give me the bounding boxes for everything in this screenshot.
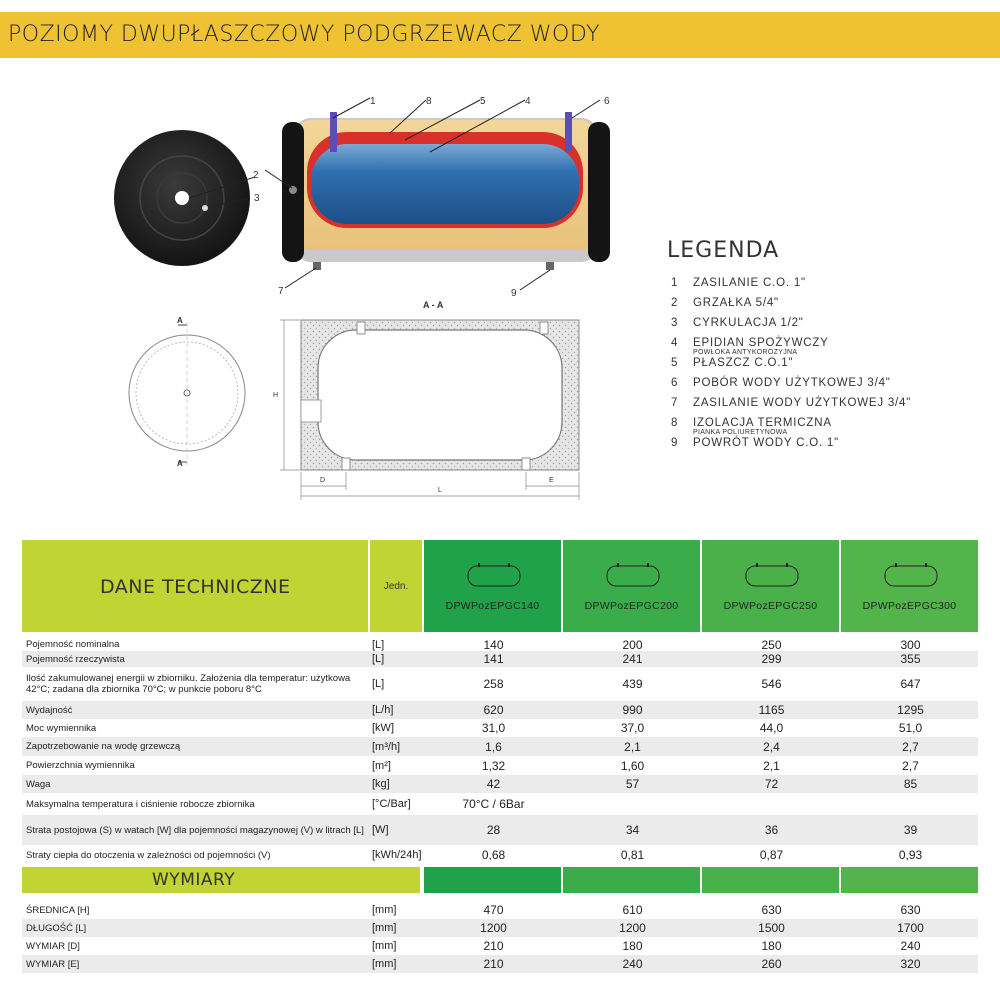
row-value: 260 <box>761 957 782 971</box>
page-title: POZIOMY DWUPŁASZCZOWY PODGRZEWACZ WODY <box>8 22 601 47</box>
row-value: 546 <box>761 677 782 691</box>
dimension-row <box>22 901 978 919</box>
section-mark-bottom: A <box>177 459 183 468</box>
dimensions-model-band <box>841 867 978 893</box>
row-value: 1,32 <box>481 758 506 773</box>
row-unit: [W] <box>372 824 389 836</box>
callout-9: 9 <box>511 288 517 299</box>
row-value: 620 <box>483 703 504 717</box>
dim-h-label: H <box>273 392 279 399</box>
row-value: 210 <box>483 957 504 971</box>
table-header <box>22 540 368 632</box>
model-header <box>841 540 978 632</box>
row-value: 355 <box>900 652 921 666</box>
row-value: 299 <box>761 652 782 666</box>
row-label: Pojemność rzeczywista <box>26 653 125 665</box>
legend-number: 4 <box>671 337 679 349</box>
model-name: DPWPozEPGC250 <box>723 600 818 612</box>
legend-sublabel: POWŁOKA ANTYKOROZYJNA <box>693 349 798 356</box>
row-unit: [kg] <box>372 778 390 790</box>
row-value: 180 <box>761 939 782 953</box>
table-row <box>22 756 978 775</box>
row-value <box>841 793 980 815</box>
unit-header: Jedn. <box>370 540 422 632</box>
row-unit: [L] <box>372 653 385 665</box>
row-value: 2,4 <box>763 739 780 754</box>
table-row <box>22 638 978 651</box>
model-header <box>702 540 839 632</box>
legend-list <box>667 277 987 457</box>
dim-d-label: D <box>320 477 326 484</box>
row-label: Pojemność nominalna <box>26 639 120 650</box>
row-value: 37,0 <box>620 721 645 735</box>
row-value: 630 <box>900 903 921 917</box>
tank-outline-icon <box>466 560 522 588</box>
row-value: 2,1 <box>624 739 641 754</box>
row-value: 1500 <box>758 921 785 935</box>
row-value: 57 <box>625 777 640 791</box>
row-value: 28 <box>486 823 501 837</box>
row-unit: [L] <box>372 678 385 690</box>
row-value: 200 <box>622 637 643 652</box>
row-value: 2,7 <box>902 739 919 754</box>
row-label: Ilość zakumulowanej energii w zbiorniku. Założenia dla temperatur: użytkowa 42°C; zadana dla zbiornika 70°C; w punkcie poboru 8°C <box>26 673 351 695</box>
callout-6: 6 <box>604 96 610 107</box>
row-value: 439 <box>622 677 643 691</box>
legend-number: 6 <box>671 377 679 389</box>
product-illustration <box>0 60 660 520</box>
legend-item <box>667 357 987 377</box>
tank-outline-icon <box>605 560 661 588</box>
legend-sublabel: PIANKA POLIURETYNOWA <box>693 429 788 436</box>
legend-item <box>667 337 987 357</box>
row-value: 320 <box>900 957 921 971</box>
legend-item <box>667 437 987 457</box>
row-label: WYMIAR [D] <box>26 940 80 952</box>
dimensions-model-band <box>563 867 700 893</box>
row-value: 0,93 <box>898 848 923 862</box>
legend-item <box>667 397 987 417</box>
row-value: 39 <box>903 823 918 837</box>
legend-label: ZASILANIE WODY UŻYTKOWEJ 3/4" <box>693 397 912 409</box>
row-value: 258 <box>483 677 504 691</box>
row-unit: [mm] <box>372 940 397 952</box>
row-value: 2,1 <box>763 758 780 773</box>
model-header <box>563 540 700 632</box>
row-unit: [mm] <box>372 904 397 916</box>
row-value: 1200 <box>619 921 646 935</box>
row-value: 990 <box>622 703 643 717</box>
dimension-row <box>22 919 978 937</box>
technical-section-view <box>273 300 579 500</box>
table-row <box>22 651 978 667</box>
legend <box>667 238 987 457</box>
callout-3: 3 <box>254 193 260 204</box>
dim-e-label: E <box>549 477 554 484</box>
row-label: Powierzchnia wymiennika <box>26 760 135 771</box>
row-value: 1295 <box>897 703 924 717</box>
legend-label: ZASILANIE C.O. 1" <box>693 277 806 289</box>
row-value: 0,68 <box>481 848 506 862</box>
row-value <box>702 793 841 815</box>
row-label: ŚREDNICA [H] <box>26 904 90 916</box>
title-bar <box>0 12 1000 58</box>
row-value: 140 <box>483 637 504 652</box>
row-value: 70°C / 6Bar <box>462 797 525 811</box>
model-header <box>424 540 561 632</box>
row-label: WYMIAR [E] <box>26 958 80 970</box>
row-unit: [mm] <box>372 958 397 970</box>
table-row <box>22 701 978 719</box>
callout-5: 5 <box>480 96 486 107</box>
row-value: 180 <box>622 939 643 953</box>
table-row <box>22 667 978 701</box>
model-name: DPWPozEPGC300 <box>862 600 957 612</box>
row-value <box>563 793 702 815</box>
legend-number: 5 <box>671 357 679 369</box>
model-name: DPWPozEPGC140 <box>445 600 540 612</box>
row-unit: [kW] <box>372 722 394 734</box>
legend-number: 3 <box>671 317 679 329</box>
row-value: 0,81 <box>620 848 645 862</box>
table-row <box>22 793 978 815</box>
legend-label: GRZAŁKA 5/4" <box>693 297 779 309</box>
row-value: 630 <box>761 903 782 917</box>
legend-number: 1 <box>671 277 679 289</box>
callout-8: 8 <box>426 96 432 107</box>
row-unit: [m²] <box>372 759 391 772</box>
legend-number: 7 <box>671 397 679 409</box>
legend-label: POBÓR WODY UŻYTKOWEJ 3/4" <box>693 377 891 389</box>
technical-side-view <box>129 316 245 468</box>
row-value: 34 <box>625 823 640 837</box>
row-value: 210 <box>483 939 504 953</box>
legend-item <box>667 317 987 337</box>
legend-title: LEGENDA <box>667 238 780 263</box>
row-label: Moc wymiennika <box>26 722 97 734</box>
row-value: 470 <box>483 903 504 917</box>
row-label: Straty ciepła do otoczenia w zależności od pojemności (V) <box>26 849 271 861</box>
row-label: Maksymalna temperatura i ciśnienie robocze zbiornika <box>26 798 255 810</box>
row-value: 42 <box>486 777 501 791</box>
dimension-row <box>22 937 978 955</box>
row-value: 250 <box>761 637 782 652</box>
table-row <box>22 815 978 845</box>
row-value: 1,60 <box>620 758 645 773</box>
legend-label: POWRÓT WODY C.O. 1" <box>693 437 840 449</box>
legend-number: 9 <box>671 437 679 449</box>
row-value: 300 <box>900 637 921 652</box>
table-row <box>22 775 978 793</box>
row-value: 647 <box>900 677 921 691</box>
row-value: 1700 <box>897 921 924 935</box>
legend-label: CYRKULACJA 1/2" <box>693 317 804 329</box>
row-unit: [°C/Bar] <box>372 798 411 810</box>
callout-4: 4 <box>525 96 531 107</box>
row-label: DŁUGOŚĆ [L] <box>26 922 87 934</box>
legend-label: PŁASZCZ C.O.1" <box>693 357 794 369</box>
row-value: 51,0 <box>898 721 923 735</box>
section-label: A - A <box>423 300 444 310</box>
row-value: 0,87 <box>759 848 784 862</box>
row-unit: [m³/h] <box>372 740 401 753</box>
tank-outline-icon <box>744 560 800 588</box>
row-value: 85 <box>903 777 918 791</box>
legend-item <box>667 417 987 437</box>
row-value: 44,0 <box>759 721 784 735</box>
dimensions-header <box>22 867 420 893</box>
legend-label: IZOLACJA TERMICZNA <box>693 417 832 429</box>
row-label: Wydajność <box>26 704 73 716</box>
legend-item <box>667 377 987 397</box>
table-row <box>22 845 978 865</box>
row-value: 2,7 <box>902 758 919 773</box>
row-value: 72 <box>764 777 779 791</box>
tank-cutaway-view <box>265 96 610 299</box>
model-name: DPWPozEPGC200 <box>584 600 679 612</box>
legend-label: EPIDIAN SPOŻYWCZY <box>693 337 829 349</box>
row-label: Zapotrzebowanie na wodę grzewczą <box>26 741 181 752</box>
section-mark-top: A <box>177 316 183 325</box>
row-value: 1165 <box>758 703 785 717</box>
row-value: 240 <box>622 957 643 971</box>
row-unit: [L] <box>372 638 385 651</box>
row-value: 610 <box>622 903 643 917</box>
row-value: 1,6 <box>485 739 502 754</box>
row-unit: [mm] <box>372 922 397 934</box>
row-value: 36 <box>764 823 779 837</box>
row-value: 240 <box>900 939 921 953</box>
dimensions-model-band <box>424 867 561 893</box>
row-label: Strata postojowa (S) w watach [W] dla pojemności magazynowej (V) w litrach [L] <box>26 824 364 836</box>
legend-number: 8 <box>671 417 679 429</box>
callout-7: 7 <box>278 286 284 297</box>
row-label: Waga <box>26 778 51 790</box>
tank-outline-icon <box>883 560 939 588</box>
legend-item <box>667 297 987 317</box>
dim-l-label: L <box>438 487 442 494</box>
table-header-label: DANE TECHNICZNE <box>100 576 291 598</box>
row-value: 1200 <box>480 921 507 935</box>
row-value: 241 <box>622 652 643 666</box>
tank-front-view <box>114 130 260 266</box>
table-row <box>22 719 978 737</box>
legend-item <box>667 277 987 297</box>
dimensions-header-label: WYMIARY <box>152 870 236 890</box>
dimension-row <box>22 955 978 973</box>
row-unit: [L/h] <box>372 704 394 716</box>
row-value: 141 <box>483 652 504 666</box>
dimensions-model-band <box>702 867 839 893</box>
table-row <box>22 737 978 756</box>
row-unit: [kWh/24h] <box>372 849 422 861</box>
legend-number: 2 <box>671 297 679 309</box>
callout-2: 2 <box>253 170 259 181</box>
callout-1: 1 <box>370 96 376 107</box>
row-value: 31,0 <box>481 721 506 735</box>
